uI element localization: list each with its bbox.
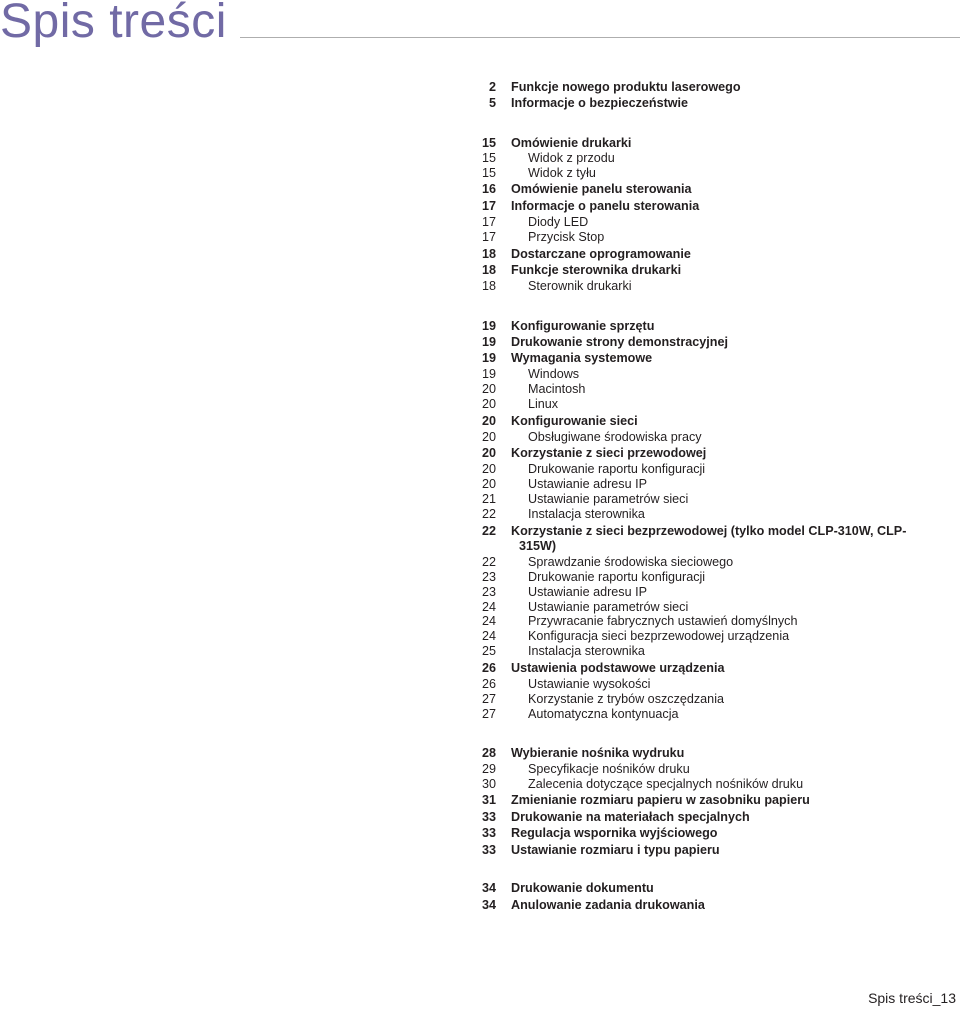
toc-entry-title: Linux xyxy=(528,397,559,411)
toc-entry-title: Przywracanie fabrycznych ustawień domyślnych xyxy=(528,614,798,628)
toc-entry-title: Sterownik drukarki xyxy=(528,279,632,293)
toc-entry-page: 5 xyxy=(488,96,496,110)
toc-entry-title: Automatyczna kontynuacja xyxy=(528,707,679,721)
toc-entry-page: 24 xyxy=(481,614,496,628)
toc-entry-page: 25 xyxy=(481,644,496,658)
toc-entry-page: 18 xyxy=(481,279,496,293)
toc-entry-page: 17 xyxy=(481,230,496,244)
toc-entry-title: Diody LED xyxy=(528,215,589,229)
toc-entry-page: 17 xyxy=(481,199,496,213)
toc-entry-title: Zmienianie rozmiaru papieru w zasobniku papieru xyxy=(511,793,810,807)
toc-entry-page: 19 xyxy=(481,367,496,381)
toc-entry-page: 24 xyxy=(481,600,496,614)
toc-entry-page: 30 xyxy=(481,777,496,791)
toc-entry-page: 26 xyxy=(481,677,496,691)
toc-entry-title: Windows xyxy=(528,367,580,381)
toc-entry-title: Ustawienia podstawowe urządzenia xyxy=(511,661,725,675)
toc-entry-title: Zalecenia dotyczące specjalnych nośników druku xyxy=(528,777,804,791)
toc-entry-title: Omówienie panelu sterowania xyxy=(511,182,692,196)
toc-entry-title: Anulowanie zadania drukowania xyxy=(511,898,705,912)
toc-entry-page: 20 xyxy=(481,430,496,444)
toc-entry-title: Widok z przodu xyxy=(528,151,615,165)
toc-entry-page: 23 xyxy=(481,585,496,599)
toc-entry-title: Omówienie drukarki xyxy=(511,136,632,150)
toc-entry-title: Dostarczane oprogramowanie xyxy=(511,247,691,261)
toc-entry-title: Ustawianie parametrów sieci xyxy=(528,492,689,506)
toc-entry-page: 17 xyxy=(481,215,496,229)
toc-entry-title: Widok z tyłu xyxy=(528,166,596,180)
toc-entry-page: 19 xyxy=(481,335,496,349)
toc-entry-title: Informacje o panelu sterowania xyxy=(511,199,700,213)
toc-entry-page: 33 xyxy=(481,810,496,824)
page-footer: Spis treści_13 xyxy=(868,990,956,1006)
toc-entry-page: 19 xyxy=(481,319,496,333)
toc-entry-title: Korzystanie z sieci bezprzewodowej (tylko model CLP-310W, CLP- 315W) xyxy=(511,524,941,554)
toc-entry-title: Konfigurowanie sprzętu xyxy=(511,319,655,333)
toc-entry-page: 29 xyxy=(481,762,496,776)
toc-entry-page: 16 xyxy=(481,182,496,196)
title-divider xyxy=(240,37,960,38)
toc-entry-page: 20 xyxy=(481,446,496,460)
toc-entry-title-continuation: 315W) xyxy=(519,539,557,553)
toc-entry-title: Specyfikacje nośników druku xyxy=(528,762,690,776)
toc-entry-page: 20 xyxy=(481,414,496,428)
toc-entry-title: Drukowanie na materiałach specjalnych xyxy=(511,810,750,824)
toc-entry-title: Sprawdzanie środowiska sieciowego xyxy=(528,555,734,569)
toc-entry-page: 15 xyxy=(481,136,496,150)
toc-entry-page: 27 xyxy=(481,707,496,721)
toc-entry-page: 33 xyxy=(481,826,496,840)
toc-entry-page: 24 xyxy=(481,629,496,643)
toc-entry-page: 27 xyxy=(481,692,496,706)
toc-entry-title: Korzystanie z sieci przewodowej xyxy=(511,446,707,460)
toc-entry-page: 22 xyxy=(481,507,496,521)
toc-entry-page: 18 xyxy=(481,247,496,261)
toc-entry-title: Instalacja sterownika xyxy=(528,507,645,521)
toc-entry-page: 2 xyxy=(488,80,496,94)
toc-entry-page: 22 xyxy=(481,555,496,569)
toc-entry-title: Instalacja sterownika xyxy=(528,644,645,658)
toc-entry-page: 22 xyxy=(481,524,496,538)
toc-entry-title: Drukowanie dokumentu xyxy=(511,881,654,895)
toc-entry-title: Obsługiwane środowiska pracy xyxy=(528,430,702,444)
toc-entry-title: Konfiguracja sieci bezprzewodowej urządzenia xyxy=(528,629,790,643)
toc-entry-title: Macintosh xyxy=(528,382,586,396)
toc-entry-page: 19 xyxy=(481,351,496,365)
toc-entry-page: 21 xyxy=(481,492,496,506)
toc-entry-page: 20 xyxy=(481,382,496,396)
toc-entry-title: Konfigurowanie sieci xyxy=(511,414,638,428)
toc-entry-title: Funkcje nowego produktu laserowego xyxy=(511,80,741,94)
toc-entry-title: Ustawianie rozmiaru i typu papieru xyxy=(511,843,720,857)
toc-entry-page: 18 xyxy=(481,263,496,277)
toc-entry-title: Ustawianie adresu IP xyxy=(528,585,648,599)
toc-entry-title: Drukowanie raportu konfiguracji xyxy=(528,570,706,584)
toc-entry-title: Drukowanie strony demonstracyjnej xyxy=(511,335,728,349)
toc-entry-title: Ustawianie wysokości xyxy=(528,677,651,691)
toc-entry-page: 20 xyxy=(481,397,496,411)
toc-entry-page: 33 xyxy=(481,843,496,857)
toc-entry-page: 31 xyxy=(481,793,496,807)
toc-entry-title: Ustawianie adresu IP xyxy=(528,477,648,491)
toc-entry-page: 20 xyxy=(481,477,496,491)
toc-entry-title: Informacje o bezpieczeństwie xyxy=(511,96,689,110)
toc-entry-page: 15 xyxy=(481,151,496,165)
toc-entry-page: 26 xyxy=(481,661,496,675)
toc-entry-title: Wybieranie nośnika wydruku xyxy=(511,746,685,760)
toc-entry-page: 34 xyxy=(481,898,496,912)
toc-entry-title: Wymagania systemowe xyxy=(511,351,653,365)
toc-entry-title: Ustawianie parametrów sieci xyxy=(528,600,689,614)
toc-entry-title: Funkcje sterownika drukarki xyxy=(511,263,682,277)
page-title: Spis treści xyxy=(0,0,227,48)
toc-entry-title: Drukowanie raportu konfiguracji xyxy=(528,462,706,476)
toc-entry-title: Przycisk Stop xyxy=(528,230,605,244)
toc-entry-page: 15 xyxy=(481,166,496,180)
toc-entry-page: 34 xyxy=(481,881,496,895)
toc-entry-page: 20 xyxy=(481,462,496,476)
toc-entry-title: Korzystanie z trybów oszczędzania xyxy=(528,692,724,706)
toc-entry-page: 28 xyxy=(481,746,496,760)
toc-entry-title: Regulacja wspornika wyjściowego xyxy=(511,826,718,840)
toc-entry-page: 23 xyxy=(481,570,496,584)
